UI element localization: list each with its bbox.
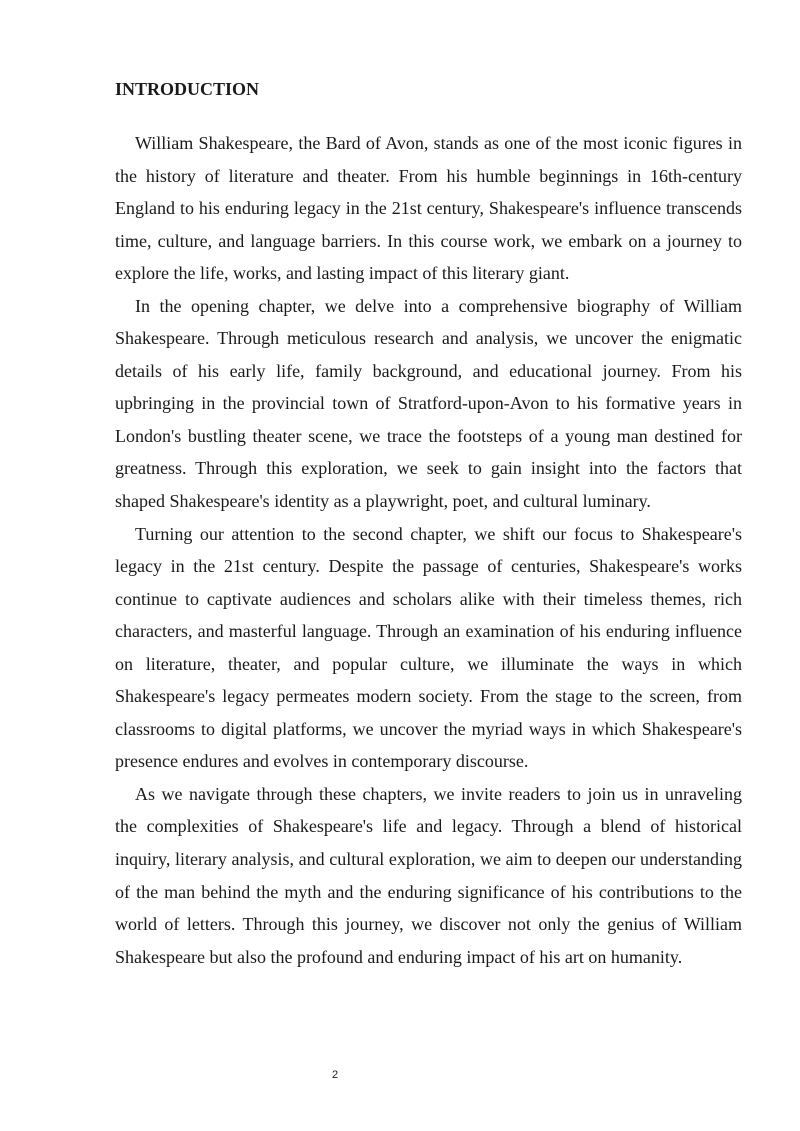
section-heading: INTRODUCTION — [115, 79, 260, 99]
paragraph-2: In the opening chapter, we delve into a comprehensive biography of William Shakespeare. Through meticulous research and analysis, we uncover the enigmatic details of his early life, family background, and educational journey. From his upbringing in the provincial town of Stratford-upon-Avon to his formative years in London's bustling theater scene, we trace the footsteps of a young man destined for greatness. Through this exploration, we seek to gain insight into the factors that shaped Shakespeare's identity as a playwright, poet, and cultural luminary. — [115, 295, 742, 512]
body-text — [115, 127, 742, 973]
paragraph-4: As we navigate through these chapters, we invite readers to join us in unraveling the complexities of Shakespeare's life and legacy. Through a blend of historical inquiry, literary analysis, and cultural exploration, we aim to deepen our understanding of the man behind the myth and the enduring significance of his contributions to the world of letters. Through this journey, we discover not only the genius of William Shakespeare but also the profound and enduring impact of his art on humanity. — [115, 783, 742, 967]
page-number: 2 — [331, 1069, 339, 1081]
paragraph-3: Turning our attention to the second chapter, we shift our focus to Shakespeare's legacy in the 21st century. Despite the passage of centuries, Shakespeare's works continue to captivate audiences and scholars alike with their timeless themes, rich characters, and masterful language. Through an examination of his enduring influence on literature, theater, and popular culture, we illuminate the ways in which Shakespeare's legacy permeates modern society. From the stage to the screen, from classrooms to digital platforms, we uncover the myriad ways in which Shakespeare's presence endures and evolves in contemporary discourse. — [115, 523, 742, 772]
paragraph-1: William Shakespeare, the Bard of Avon, stands as one of the most iconic figures in the history of literature and theater. From his humble beginnings in 16th-century England to his enduring legacy in the 21st century, Shakespeare's influence transcends time, culture, and language barriers. In this course work, we embark on a journey to explore the life, works, and lasting impact of this literary giant. — [115, 133, 742, 284]
